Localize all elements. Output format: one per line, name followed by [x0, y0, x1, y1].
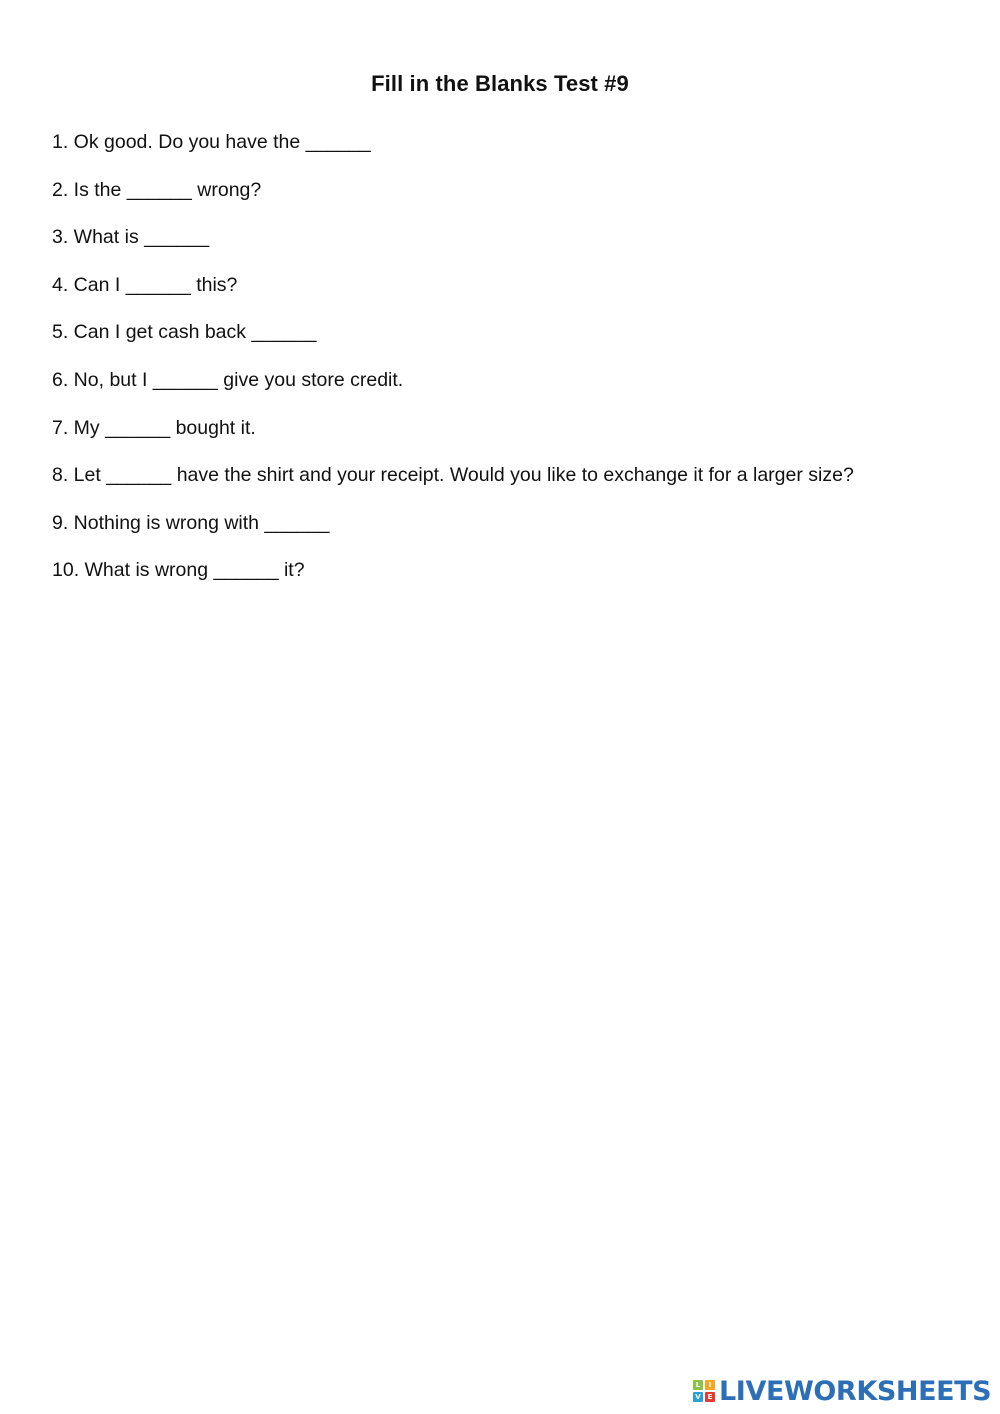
question-list — [52, 128, 854, 604]
question-item: 5. Can I get cash back ______ — [52, 321, 317, 344]
liveworksheets-logo-icon — [693, 1380, 715, 1402]
question-item: 7. My ______ bought it. — [52, 416, 256, 439]
question-item: 4. Can I ______ this? — [52, 273, 238, 296]
question-item: 10. What is wrong ______ it? — [52, 559, 305, 582]
question-item: 8. Let ______ have the shirt and your receipt. Would you like to exchange it for a larger size? — [52, 464, 854, 487]
question-item: 9. Nothing is wrong with ______ — [52, 511, 330, 534]
liveworksheets-logo[interactable] — [693, 1374, 991, 1408]
page-title: Fill in the Blanks Test #9 — [371, 70, 629, 96]
question-item: 6. No, but I ______ give you store credit. — [52, 368, 404, 391]
logo-mark-cell: E — [705, 1392, 715, 1402]
logo-mark-cell: L — [693, 1380, 703, 1390]
question-item: 2. Is the ______ wrong? — [52, 178, 262, 201]
question-item: 1. Ok good. Do you have the ______ — [52, 131, 371, 153]
logo-mark-cell: I — [705, 1380, 715, 1390]
question-item: 3. What is ______ — [52, 226, 210, 249]
logo-mark-cell: V — [693, 1392, 703, 1402]
logo-text: LIVEWORKSHEETS — [719, 1375, 992, 1407]
